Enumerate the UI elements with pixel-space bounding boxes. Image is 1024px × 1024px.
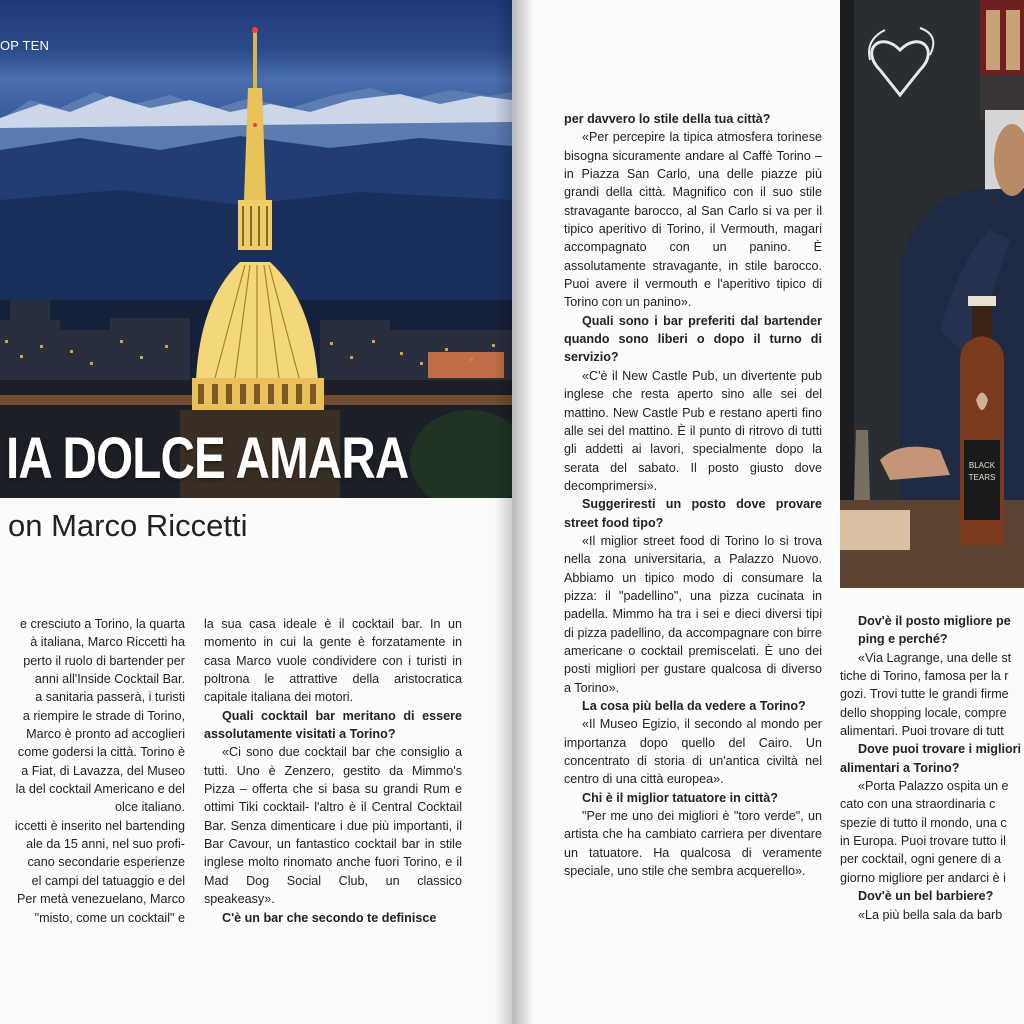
bartender-photo bbox=[840, 0, 1024, 588]
article-headline: IA DOLCE AMARA bbox=[6, 426, 409, 491]
text-line: cano secondarie esperienze bbox=[27, 855, 185, 870]
gutter-shadow-right bbox=[516, 0, 534, 1024]
interview-answer: «Ci sono due cocktail bar che consiglio a tutti. Uno è Zenzero, gestito da Mimmo's Pizza – offerta che si basa su grandi Rum e ottimi Tiki cocktail- l'altro è il Central Cocktail Bar. Senza dimenticare i due più importanti, il Bar Cavour, un fantastico cocktail bar in stile inglese molto rinomato anche fuori Torino, e il Mad Dog Social Club, un classico speakeasy». bbox=[204, 745, 462, 907]
text-line: come godersi la città. Torino è bbox=[17, 745, 185, 760]
turin-skyline-illustration bbox=[0, 0, 512, 498]
interview-answer: «Via Lagrange, una delle st bbox=[858, 650, 1012, 665]
text-line: e cresciuto a Torino, la quarta bbox=[20, 617, 185, 631]
text-line: à italiana, Marco Riccetti ha bbox=[30, 635, 185, 650]
text-line: a Fiat, di Lavazza, del Museo bbox=[21, 763, 185, 778]
interview-question: Quali cocktail bar meritano di essere assolutamente visitati a Torino? bbox=[204, 708, 462, 742]
bottle-label-text: BLACK bbox=[968, 461, 996, 470]
interview-answer: «C'è il New Castle Pub, un divertente pub inglese che resta aperto sino alle sei del mattino. New Castle Pub e restano aperti fino alle sei del mattino. È il punto di ritrovo di tutti gli addetti ai lavori, specialmente dopo la serata del sabato. Il posto giusto dove decomprimersi». bbox=[564, 368, 822, 493]
interview-answer: cato con una straordinaria c bbox=[840, 797, 996, 812]
text-line: ale da 15 anni, nel suo profi- bbox=[26, 837, 185, 852]
interview-answer: «La più bella sala da barb bbox=[858, 907, 1003, 922]
interview-answer: gozi. Trovi tutte le grandi firme bbox=[840, 687, 1009, 702]
interview-answer: tiche di Torino, famosa per la r bbox=[840, 669, 1009, 684]
interview-answer: spezie di tutto il mondo, una c bbox=[840, 815, 1007, 830]
interview-answer: alimentari. Puoi trovare di tutt bbox=[840, 724, 1004, 739]
interview-answer: per cocktail, ogni genere di a bbox=[840, 852, 1002, 867]
interview-answer: "Per me uno dei migliori è "toro verde", un artista che ha cambiato carriera per diventare un tatuatore. Ha qualcosa di veramente speciale, uno stile che sembra acquerello». bbox=[564, 809, 822, 879]
left-column-1 bbox=[0, 615, 185, 927]
interview-question: C'è un bar che secondo te definisce bbox=[222, 910, 437, 925]
interview-question: alimentari a Torino? bbox=[840, 760, 960, 775]
interview-answer: «Il miglior street food di Torino lo si trova nella zona universitaria, a Palazzo Nuovo. Abbiamo un tipico modo di consumare la pizza: il "padellino", una pizza cucinata in padella. Mimmo ha tra i sei e dieci diversi tipi di pizza padellino, da accompagnare con birre americane o cocktail premiscelati. È uno dei posti migliori per gustare qualcosa di diverso a Torino». bbox=[564, 533, 822, 695]
interview-answer: giorno migliore per andarci è i bbox=[840, 870, 1006, 885]
interview-question: Quali sono i bar preferiti dal bartender quando sono liberi o dopo il turno di servizio? bbox=[564, 313, 822, 365]
interview-answer: «Il Museo Egizio, il secondo al mondo per importanza dopo quello del Cairo. Un concentrato di storia di un'antica civiltà nel centro di una città europea». bbox=[564, 717, 822, 787]
right-column-2 bbox=[840, 612, 1024, 924]
interview-question: Suggeriresti un posto dove provare street food tipo? bbox=[564, 497, 822, 530]
left-column-2 bbox=[204, 615, 462, 927]
text-line: olce italiano. bbox=[114, 800, 185, 815]
interview-answer: «Per percepire la tipica atmosfera torinese bisogna sicuramente andare al Caffè Torino – in Piazza San Carlo, una delle piazze più grandi della città. Magnifico con il suo stile stravagante barocco, al San Carlo si va per il tipico aperitivo di Torino, il Vermouth, magari accompagnato con un panino. È assolutamente stravagante, in stile barocco. Puoi avere il vermouth e l'aperitivo tipico di Torino con un panino». bbox=[564, 130, 822, 310]
interview-answer: dello shopping locale, compre bbox=[840, 705, 1007, 720]
text-line: iccetti è inserito nel bartending bbox=[14, 818, 185, 833]
interview-question: La cosa più bella da vedere a Torino? bbox=[582, 699, 806, 713]
interview-question: ping e perché? bbox=[858, 632, 948, 647]
article-subtitle: on Marco Riccetti bbox=[8, 508, 248, 543]
text-line: anni all'Inside Cocktail Bar. bbox=[34, 672, 185, 687]
turin-night-photo bbox=[0, 0, 512, 498]
bartender-illustration bbox=[840, 0, 1024, 588]
interview-question: Dove puoi trovare i migliori bbox=[858, 742, 1022, 757]
text-line: Per metà venezuelano, Marco bbox=[16, 892, 185, 907]
interview-answer: in Europa. Puoi trovare tutto il bbox=[840, 834, 1006, 849]
interview-question: Dov'è un bel barbiere? bbox=[858, 889, 994, 904]
interview-question: Dov'è il posto migliore pe bbox=[858, 614, 1011, 628]
section-label: OP TEN bbox=[0, 38, 50, 53]
interview-question: Chi è il miglior tatuatore in città? bbox=[582, 790, 778, 805]
text-line: perto il ruolo di bartender per bbox=[23, 653, 185, 668]
svg-text:TEARS: TEARS bbox=[968, 473, 996, 482]
text-line: Marco è pronto ad accoglieri bbox=[26, 727, 185, 742]
text-line: la del cocktail Americano e del bbox=[15, 782, 185, 797]
text-line: a sanitaria passerà, i turisti bbox=[35, 690, 185, 705]
text-line: "misto, come un cocktail" e bbox=[34, 910, 185, 925]
interview-question: per davvero lo stile della tua città? bbox=[564, 112, 771, 126]
interview-answer: «Porta Palazzo ospita un e bbox=[858, 779, 1009, 794]
right-page bbox=[516, 0, 1024, 1024]
text-line: a riempire le strade di Torino, bbox=[22, 708, 185, 723]
right-column-1 bbox=[564, 110, 822, 880]
interview-answer: la sua casa ideale è il cocktail bar. In un momento in cui la gente è forzatamente in casa Marco vuole condividere con i turisti in poltrona le attrattive della aristocratica capitale italiana dei motori. bbox=[204, 617, 462, 705]
text-line: el campi del tatuaggio e del bbox=[31, 873, 185, 888]
